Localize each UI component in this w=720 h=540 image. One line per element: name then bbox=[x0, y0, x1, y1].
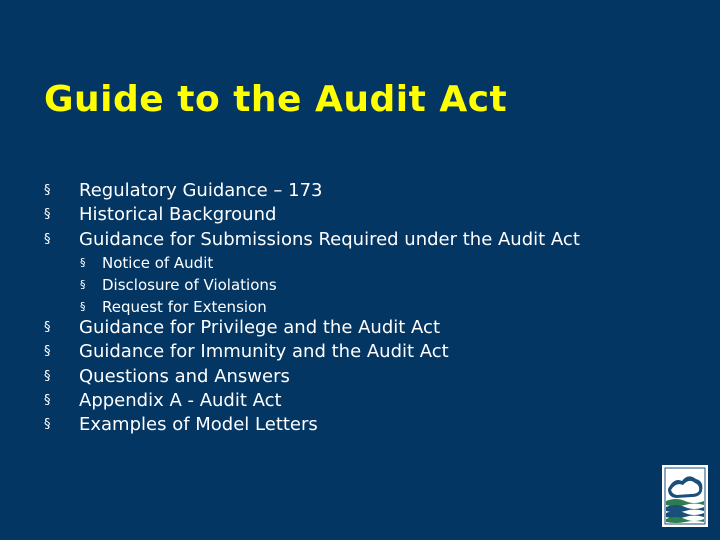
bullet-text: Guidance for Privilege and the Audit Act bbox=[79, 317, 441, 338]
bullet-marker: § bbox=[44, 207, 51, 222]
bullet-text: Guidance for Submissions Required under the Audit Act bbox=[79, 229, 580, 250]
bullet-text: Guidance for Immunity and the Audit Act bbox=[79, 341, 449, 362]
bullet-marker: § bbox=[80, 256, 86, 269]
bullet-marker: § bbox=[80, 300, 86, 313]
sub-bullet-text: Disclosure of Violations bbox=[102, 276, 277, 294]
bullet-text: Appendix A - Audit Act bbox=[79, 390, 282, 411]
bullet-text: Regulatory Guidance – 173 bbox=[79, 180, 323, 201]
sub-bullet-text: Notice of Audit bbox=[102, 254, 214, 272]
slide-title: Guide to the Audit Act bbox=[44, 79, 508, 120]
bullet-marker: § bbox=[44, 232, 51, 247]
bullet-marker: § bbox=[44, 320, 51, 335]
bullet-marker: § bbox=[80, 278, 86, 291]
bullet-text: Historical Background bbox=[79, 204, 277, 225]
agency-seal-icon bbox=[662, 465, 708, 527]
bullet-marker: § bbox=[44, 344, 51, 359]
bullet-marker: § bbox=[44, 393, 51, 408]
bullet-text: Examples of Model Letters bbox=[79, 414, 318, 435]
bullet-marker: § bbox=[44, 183, 51, 198]
bullet-text: Questions and Answers bbox=[79, 366, 290, 387]
sub-bullet-text: Request for Extension bbox=[102, 298, 267, 316]
bullet-marker: § bbox=[44, 417, 51, 432]
bullet-marker: § bbox=[44, 369, 51, 384]
